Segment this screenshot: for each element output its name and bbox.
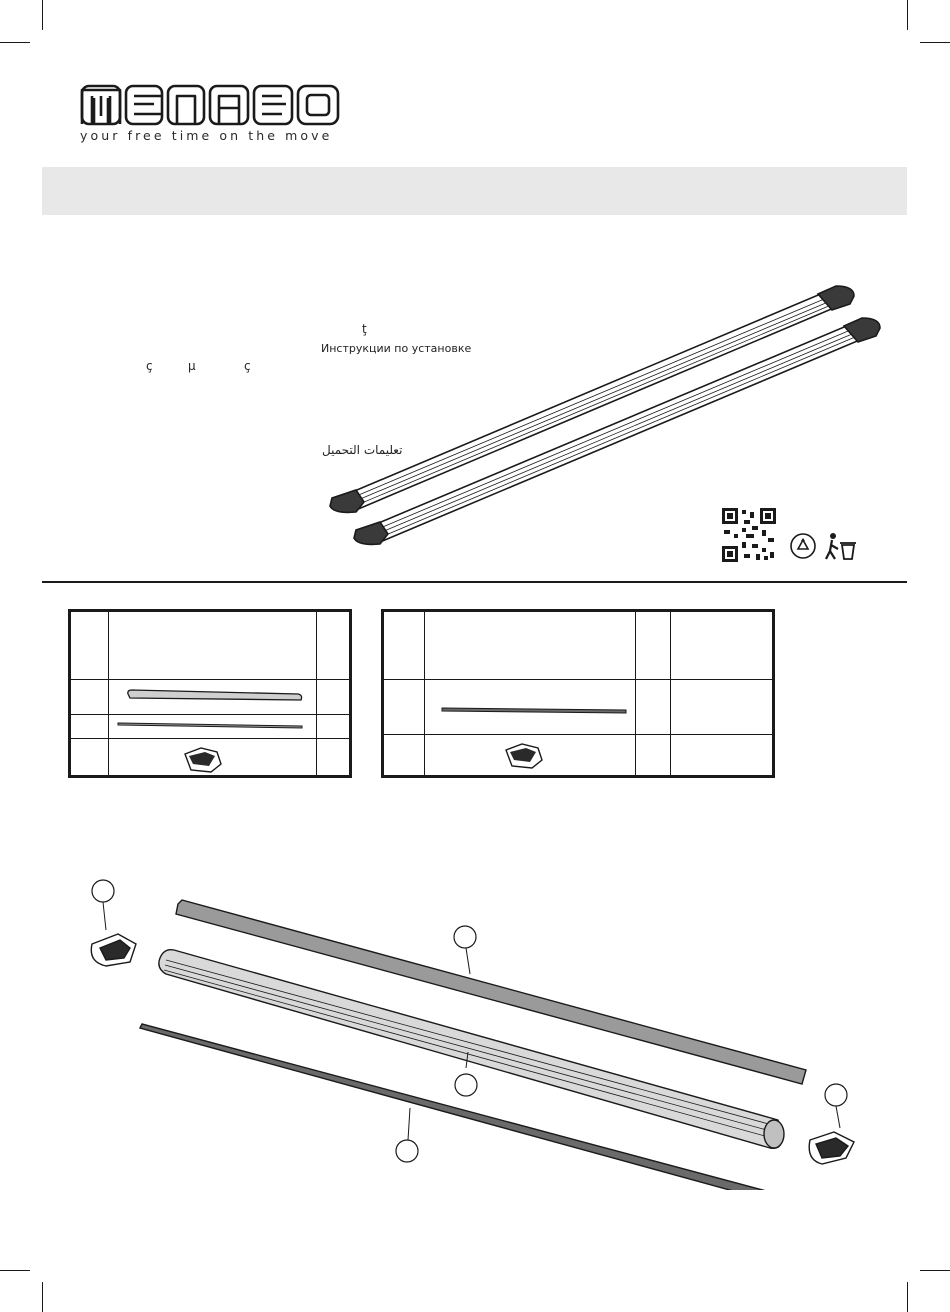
cover-russian-title: Инструкции по установке — [321, 342, 472, 355]
exploded-assembly-diagram — [70, 870, 870, 1190]
callout-circle — [396, 1140, 418, 1162]
table-column-divider — [316, 612, 317, 775]
brand-tagline: your free time on the move — [80, 128, 333, 143]
crop-mark-top-right-v — [907, 0, 908, 30]
roof-bars-illustration — [320, 280, 890, 550]
table-column-divider — [670, 612, 671, 775]
parts-table-right — [381, 609, 775, 778]
qr-code-icon — [722, 508, 776, 562]
section-divider — [42, 581, 907, 583]
crop-mark-bottom-left-v — [42, 1282, 43, 1312]
crop-mark-top-left-v — [42, 0, 43, 30]
parts-table-left — [68, 609, 352, 778]
crop-mark-bottom-right-h — [920, 1270, 950, 1271]
cover-fragment: ç — [244, 359, 251, 373]
callout-circle — [92, 880, 114, 902]
crop-mark-bottom-left-h — [0, 1270, 30, 1271]
table-row-divider — [384, 679, 772, 680]
recycle-icon — [790, 533, 816, 559]
callout-circle — [825, 1084, 847, 1106]
table-column-divider — [108, 612, 109, 775]
end-cap-part — [502, 740, 546, 770]
table-row-divider — [71, 714, 349, 715]
crop-mark-bottom-right-v — [907, 1282, 908, 1312]
cover-arabic-title: تعليمات التحميل — [322, 443, 403, 457]
litter-bin-icon — [822, 531, 858, 561]
cover-fragment: µ — [188, 359, 196, 373]
crop-mark-top-right-h — [920, 42, 950, 43]
table-column-divider — [424, 612, 425, 775]
rubber-strip-part — [440, 704, 630, 716]
cover-fragment: ţ — [362, 322, 367, 336]
callout-circle — [454, 926, 476, 948]
crop-mark-top-left-h — [0, 42, 30, 43]
table-row-divider — [71, 679, 349, 680]
end-cap-part — [181, 744, 225, 774]
table-column-divider — [635, 612, 636, 775]
cover-fragment: ç — [146, 359, 153, 373]
aluminium-bar-part — [126, 688, 304, 706]
table-row-divider — [71, 738, 349, 739]
header-band — [42, 167, 907, 215]
rubber-strip-part — [116, 720, 306, 730]
callout-circle — [455, 1074, 477, 1096]
table-row-divider — [384, 734, 772, 735]
